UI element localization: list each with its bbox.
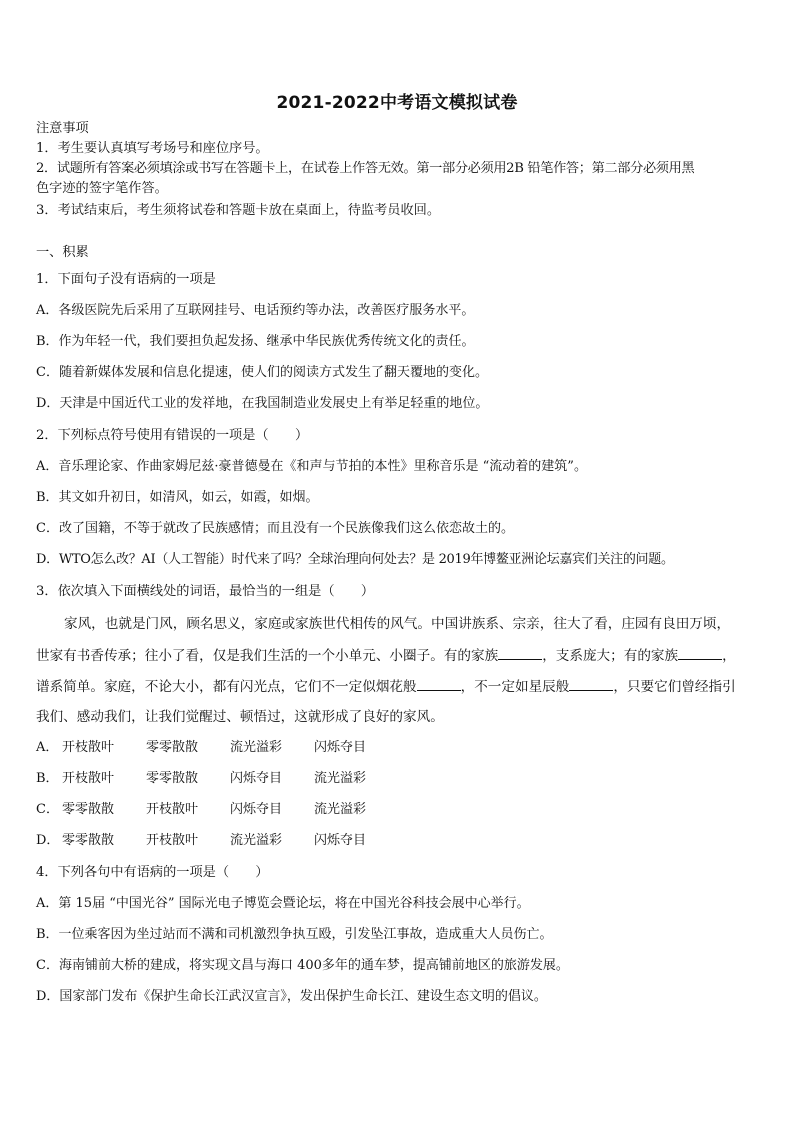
q1-option-c: C．随着新媒体发展和信息化提速，使人们的阅读方式发生了翻天覆地的变化。 (36, 365, 488, 380)
q3-option-b: B． 开枝散叶 零零散散 闪烁夺目 流光溢彩 (36, 771, 367, 786)
q4-option-b: B．一位乘客因为坐过站而不满和司机激烈争执互殴，引发坠江事故，造成重大人员伤亡。 (36, 927, 553, 942)
q1-option-d: D．天津是中国近代工业的发祥地，在我国制造业发展史上有举足轻重的地位。 (36, 396, 489, 411)
fill-blank (678, 647, 722, 660)
q3-option-d: D． 零零散散 开枝散叶 流光溢彩 闪烁夺目 (36, 833, 367, 848)
q2-option-b: B．其文如升初日，如清风，如云，如霞，如烟。 (36, 490, 319, 505)
fill-blank (569, 678, 613, 691)
notice-item: 3．考试结束后，考生须将试卷和答题卡放在桌面上，待监考员收回。 (36, 203, 441, 218)
passage-text: 世家有书香传承；往小了看，仅是我们生活的一个小单元、小圈子。有的家族 (36, 648, 499, 664)
q2-option-d: D．WTO怎么改？AI（人工智能）时代来了吗？全球治理向何处去？是 2019年博鳌亚洲论坛嘉宾们关注的问题。 (36, 552, 674, 567)
q4-option-d: D．国家部门发布《保护生命长江武汉宣言》，发出保护生命长江、建设生态文明的倡议。 (36, 989, 547, 1004)
notice-item: 1．考生要认真填写考场号和座位序号。 (36, 141, 269, 156)
passage-text: ，支系庞大；有的家族 (542, 648, 679, 664)
notice-item: 2．试题所有答案必须填涂或书写在答题卡上，在试卷上作答无效。第一部分必须用2B 铅笔作答；第二部分必须用黑 (36, 161, 695, 176)
q3-option-c: C． 零零散散 开枝散叶 闪烁夺目 流光溢彩 (36, 802, 367, 817)
q4-option-c: C．海南铺前大桥的建成，将实现文昌与海口 400多年的通车梦，提高铺前地区的旅游发展。 (36, 958, 569, 973)
q2-option-a: A．音乐理论家、作曲家姆尼兹·豪普德曼在《和声与节拍的本性》里称音乐是 “流动着的建筑”。 (36, 459, 587, 474)
passage-text: 谱系简单。家庭，不论大小，都有闪光点，它们不一定似烟花般 (36, 679, 417, 695)
q3-passage-line (36, 678, 736, 696)
q1-option-a: A．各级医院先后采用了互联网挂号、电话预约等办法，改善医疗服务水平。 (36, 303, 475, 318)
fill-blank (498, 647, 542, 660)
q1-option-b: B．作为年轻一代，我们要担负起发扬、继承中华民族优秀传统文化的责任。 (36, 334, 475, 349)
question-4-stem: 4．下列各句中有语病的一项是（ ） (36, 865, 269, 880)
question-3-stem: 3．依次填入下面横线处的词语，最恰当的一组是（ ） (36, 584, 375, 599)
question-1-stem: 1．下面句子没有语病的一项是 (36, 272, 216, 287)
page-title: 2021-2022中考语文模拟试卷 (276, 93, 518, 113)
notice-heading: 注意事项 (36, 121, 89, 136)
passage-text: ，只要它们曾经指引 (613, 679, 736, 695)
passage-text: ，不一定如星辰般 (460, 679, 570, 695)
q4-option-a: A．第 15届 “中国光谷” 国际光电子博览会暨论坛，将在中国光谷科技会展中心举行。 (36, 896, 530, 911)
q3-option-a: A． 开枝散叶 零零散散 流光溢彩 闪烁夺目 (36, 740, 367, 755)
q3-passage-line: 我们、感动我们，让我们觉醒过、顿悟过，这就形成了良好的家风。 (36, 709, 444, 725)
question-2-stem: 2．下列标点符号使用有错误的一项是（ ） (36, 428, 309, 443)
q2-option-c: C．改了国籍，不等于就改了民族感情；而且没有一个民族像我们这么依恋故土的。 (36, 521, 514, 536)
fill-blank (417, 678, 461, 691)
q3-passage-line (36, 647, 736, 665)
q3-passage-line: 家风，也就是门风，顾名思义，家庭或家族世代相传的风气。中国讲族系、宗亲，往大了看，庄园有良田万顷， (64, 616, 731, 632)
section-heading: 一、积累 (36, 245, 89, 260)
passage-text: ， (722, 648, 736, 664)
notice-item: 色字迹的签字笔作答。 (36, 181, 168, 196)
